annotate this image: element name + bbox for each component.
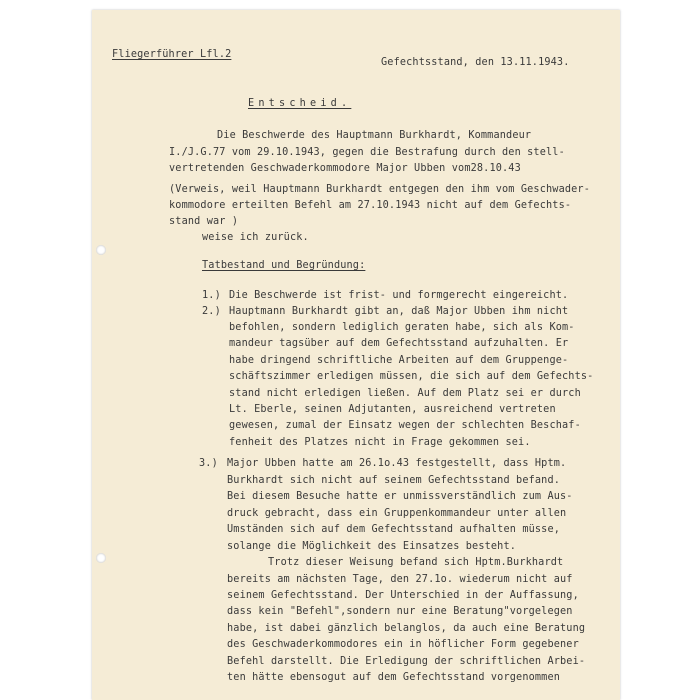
punch-hole	[96, 553, 106, 563]
header-place-date: Gefechtsstand, den 13.11.1943.	[381, 57, 570, 68]
item-line: fenheit des Platzes nicht in Frage gekommen sei.	[229, 437, 531, 448]
item-line: schäftszimmer erledigen müssen, die sich auf dem Gefechts-	[229, 371, 594, 382]
item-line: habe, ist dabei gänzlich belanglos, da auch eine Beratung	[227, 623, 586, 634]
intro-line: (Verweis, weil Hauptmann Burkhardt entgegen den ihm vom Geschwader-	[169, 184, 590, 195]
item-number: 1.)	[202, 290, 221, 301]
intro-line: kommodore erteilten Befehl am 27.10.1943 nicht auf dem Gefechts-	[169, 200, 572, 211]
item-number: 2.)	[202, 306, 221, 317]
item-line: seinem Gefechtsstand. Der Unterschied in der Auffassung,	[227, 590, 579, 601]
item-line: bereits am nächsten Tage, den 27.1o. wiederum nicht auf	[227, 574, 573, 585]
intro-line: vertretenden Geschwaderkommodore Major Ubben vom28.10.43	[169, 163, 521, 174]
header-unit: Fliegerführer Lfl.2	[112, 49, 232, 60]
item-line: Befehl darstellt. Die Erledigung der schriftlichen Arbei-	[227, 656, 586, 667]
intro-line: I./J.G.77 vom 29.10.1943, gegen die Bestrafung durch den stell-	[169, 147, 565, 158]
item-line: solange die Möglichkeit des Einsatzes besteht.	[227, 541, 517, 552]
item-line: befohlen, sondern lediglich geraten habe, sich als Kom-	[229, 322, 575, 333]
item-line: Major Ubben hatte am 26.1o.43 festgestellt, dass Hptm.	[227, 458, 567, 469]
item-line: Trotz dieser Weisung befand sich Hptm.Burkhardt	[268, 557, 564, 568]
item-line: Bei diesem Besuche hatte er unmissverständlich zum Aus-	[227, 491, 573, 502]
item-line: Die Beschwerde ist frist- und formgerecht eingereicht.	[229, 290, 569, 301]
item-line: Lt. Eberle, seinen Adjutanten, ausreichend vertreten	[229, 404, 556, 415]
section-heading: Tatbestand und Begründung:	[202, 260, 366, 271]
item-line: mandeur tagsüber auf dem Gefechtsstand aufzuhalten. Er	[229, 338, 569, 349]
item-line: Hauptmann Burkhardt gibt an, daß Major Ubben ihm nicht	[229, 306, 569, 317]
punch-hole	[96, 245, 106, 255]
intro-line: stand war )	[169, 216, 239, 227]
intro-line: weise ich zurück.	[202, 232, 309, 243]
item-line: gewesen, zumal der Einsatz wegen der schlechten Beschaf-	[229, 420, 581, 431]
intro-line: Die Beschwerde des Hauptmann Burkhardt, Kommandeur	[217, 130, 532, 141]
item-line: druck gebracht, dass ein Gruppenkommandeur unter allen	[227, 508, 567, 519]
item-line: habe dringend schriftliche Arbeiten auf dem Gruppenge-	[229, 355, 569, 366]
item-line: ten hätte ebensogut auf dem Gefechtsstand vorgenommen	[227, 672, 561, 683]
document-title: Entscheid.	[248, 98, 352, 109]
item-number: 3.)	[199, 458, 218, 469]
item-line: des Geschwaderkommodores ein in höflicher Form gegebener	[227, 639, 579, 650]
item-line: Umständen sich auf dem Gefechtsstand aufhalten müsse,	[227, 524, 561, 535]
item-line: Burkhardt sich nicht auf seinem Gefechtsstand befand.	[227, 475, 561, 486]
item-line: dass kein "Befehl",sondern nur eine Beratung"vorgelegen	[227, 606, 573, 617]
item-line: stand nicht erledigen ließen. Auf dem Platz sei er durch	[229, 388, 581, 399]
